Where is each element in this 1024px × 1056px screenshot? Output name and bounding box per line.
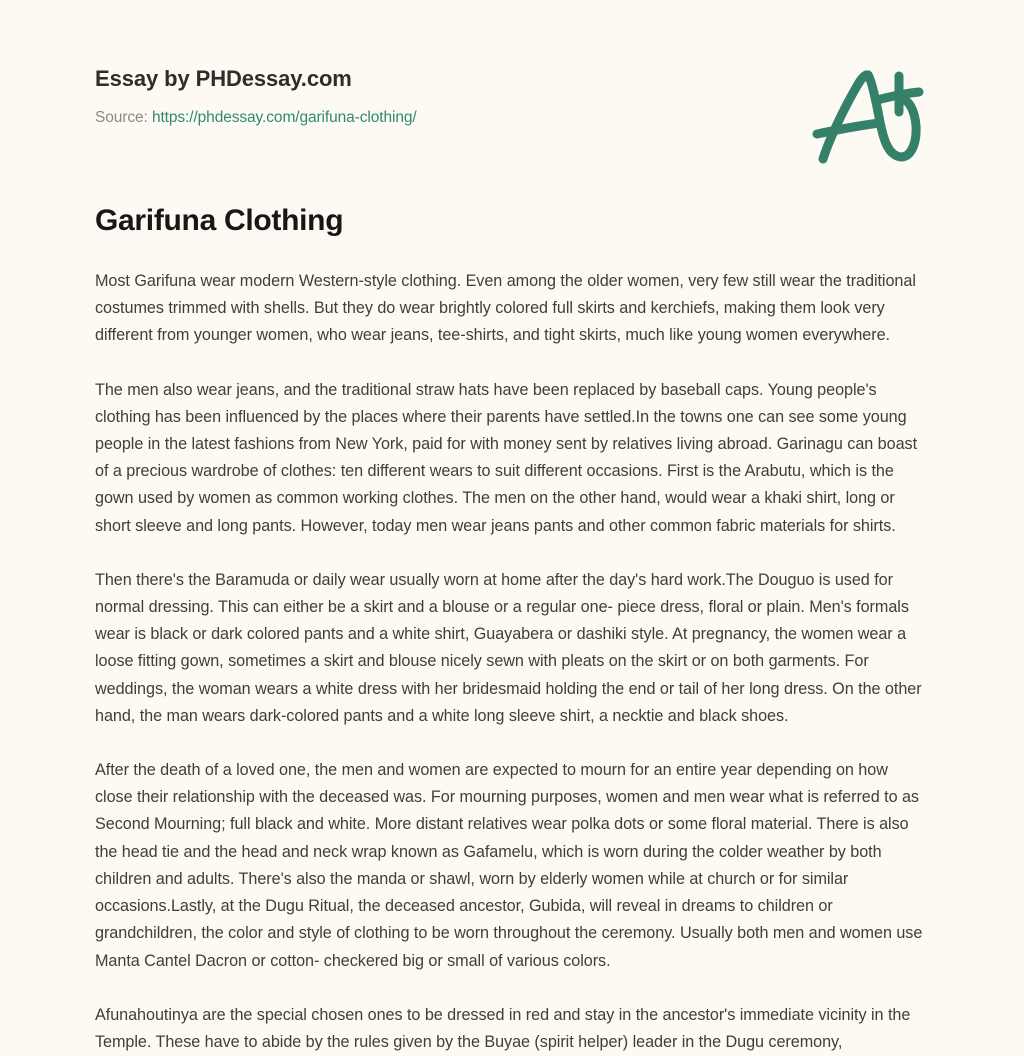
paragraph: The men also wear jeans, and the traditional straw hats have been replaced by baseball caps. Young people's clothing has been influenced by the places where their parents have settled.In the towns one can see some young people in the latest fashions from New York, paid for with money sent by relatives living abroad. Garinagu can boast of a precious wardrobe of clothes: ten different wears to suit different occasions. First is the Arabutu, which is the gown used by women as common working clothes. The men on the other hand, would wear a khaki shirt, long or short sleeve and long pants. However, today men wear jeans pants and other common fabric materials for shirts.: [95, 380, 918, 535]
page-header: [95, 0, 929, 129]
paragraph: Most Garifuna wear modern Western-style clothing. Even among the older women, very few still wear the traditional costumes trimmed with shells. But they do wear brightly colored full skirts and kerchiefs, making them look very different from younger women, who wear jeans, tee-shirts, and tight skirts, much like young women everywhere.: [95, 272, 916, 345]
essay-body: [95, 239, 929, 1056]
page-title: Garifuna Clothing: [95, 203, 344, 237]
source-line: [95, 108, 929, 128]
source-url-link[interactable]: https://phdessay.com/garifuna-clothing/: [151, 109, 417, 127]
paragraph: Afunahoutinya are the special chosen ones to be dressed in red and stay in the ancestor's immediate vicinity in the Temple. These have to abide by the rules given by the Buyae (spirit helper) leader in the Dugu ceremony,: [95, 1005, 911, 1051]
paragraph: Then there's the Baramuda or daily wear usually worn at home after the day's hard work.The Douguo is used for normal dressing. This can either be a skirt and a blouse or a regular one- piece dress, floral or plain. Men's formals wear is black or dark colored pants and a white shirt, Guayabera or dashiki style. At pregnancy, the women wear a loose fitting gown, sometimes a skirt and blouse nicely sewn with pleats on the skirt or on both garments. For weddings, the woman wears a white dress with her bridesmaid holding the end or tail of her long dress. On the other hand, the man wears dark-colored pants and a white long sleeve shirt, a necktie and black shoes.: [95, 570, 922, 725]
a-plus-icon: [809, 62, 929, 172]
brand-title: Essay by PHDessay.com: [95, 66, 352, 91]
phdessay-logo: [809, 62, 929, 172]
source-label: Source:: [95, 109, 148, 127]
paragraph: After the death of a loved one, the men and women are expected to mourn for an entire year depending on how close their relationship with the deceased was. For mourning purposes, women and men wear what is referred to as Second Mourning; full black and white. More distant relatives wear polka dots or some floral material. There is also the head tie and the head and neck wrap known as Gafamelu, which is worn during the colder weather by both children and adults. There's also the manda or shawl, worn by elderly women while at church or for similar occasions.Lastly, at the Dugu Ritual, the deceased ancestor, Gubida, will reveal in dreams to children or grandchildren, the color and style of clothing to be worn throughout the ceremony. Usually both men and women use Manta Cantel Dacron or cotton- checkered big or small of various colors.: [95, 761, 923, 970]
